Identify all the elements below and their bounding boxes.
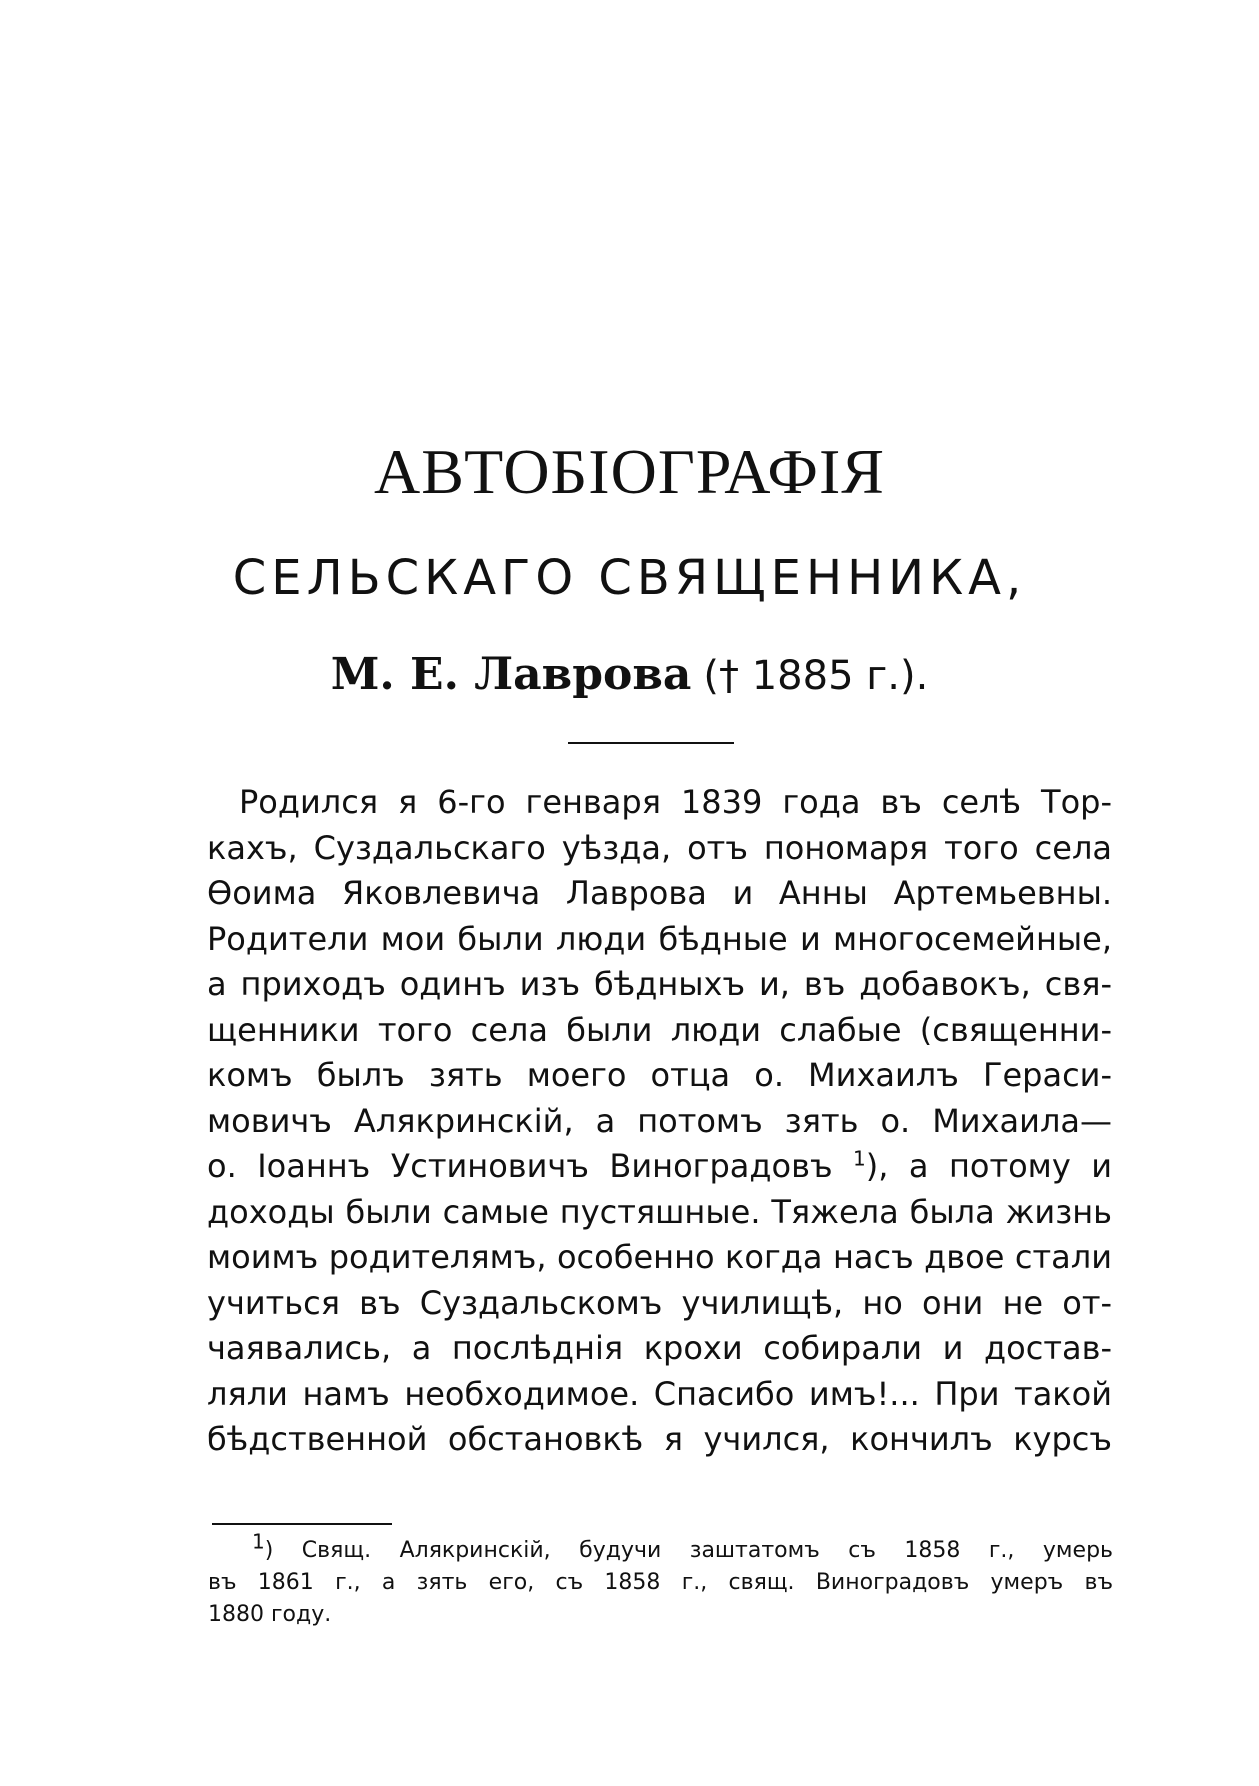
author-name: М. Е. Лаврова [330, 649, 692, 700]
body-line: щенники того села были люди слабые (священни- [207, 1010, 1112, 1049]
footnote-divider [212, 1523, 392, 1525]
body-line: кахъ, Суздальскаго уѣзда, отъ пономаря того села [207, 828, 1112, 867]
body-line: мовичъ Алякринскій, а потомъ зять о. Михаила— [207, 1101, 1112, 1140]
body-line [207, 1144, 1112, 1190]
body-line: Ѳоима Яковлевича Лаврова и Анны Артемьевны. [207, 874, 1112, 912]
body-line: бѣдственной обстановкѣ я учился, кончилъ курсъ [207, 1420, 1112, 1458]
footnote-text: ) Свящ. Алякринскій, будучи заштатомъ съ 1858 г., умерь [264, 1538, 1113, 1563]
footnote-marker: 1 [252, 1529, 265, 1554]
body-line: доходы были самые пустяшные. Тяжела была жизнь [207, 1192, 1112, 1231]
body-line: моимъ родителямъ, особенно когда насъ двое стали [207, 1238, 1112, 1276]
body-line-part: о. Іоаннъ Устиновичъ Виноградовъ [207, 1147, 833, 1185]
author-date: († 1885 г.). [703, 653, 929, 699]
footnotes [208, 1529, 1113, 1631]
footnote-line [208, 1529, 1113, 1567]
page-title: АВТОБІОГРАФІЯ [374, 436, 885, 507]
title-divider [568, 742, 734, 744]
author-line [0, 650, 1259, 698]
body-line: а приходъ одинъ изъ бѣдныхъ и, въ добавокъ, свя- [207, 965, 1112, 1003]
body-line: ляли намъ необходимое. Спасибо имъ!... При такой [207, 1374, 1112, 1413]
body-text [207, 780, 1112, 1463]
footnote-line: 1880 году. [208, 1602, 332, 1627]
body-line: чаявались, а послѣднія крохи собирали и достав- [207, 1329, 1112, 1367]
body-line: Родился я 6-го генваря 1839 года въ селѣ Тор- [239, 783, 1112, 821]
body-line: комъ былъ зять моего отца о. Михаилъ Гераси- [207, 1056, 1112, 1094]
body-line-part: ), а потому и [865, 1147, 1113, 1185]
page-subtitle: СЕЛЬСКАГО СВЯЩЕННИКА, [232, 550, 1027, 606]
footnote-line: въ 1861 г., а зять его, съ 1858 г., свящ. Виноградовъ умеръ въ [208, 1570, 1113, 1595]
body-line: Родители мои были люди бѣдные и многосемейные, [207, 919, 1112, 958]
footnote-reference[interactable]: 1 [853, 1146, 866, 1171]
body-line: учиться въ Суздальскомъ училищѣ, но они не от- [207, 1283, 1112, 1322]
